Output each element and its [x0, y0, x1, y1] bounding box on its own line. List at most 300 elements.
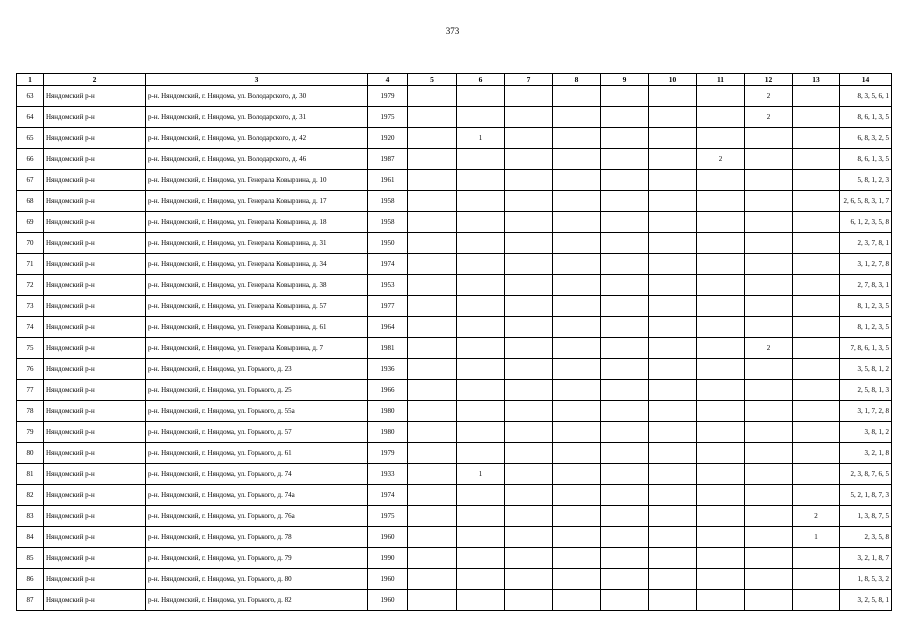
col14-cell: 1, 8, 5, 3, 2	[840, 569, 892, 590]
table-row	[17, 590, 892, 611]
col13-cell	[793, 107, 840, 128]
col14-cell: 8, 6, 1, 3, 5	[840, 107, 892, 128]
col6-cell	[457, 149, 505, 170]
col14-cell: 2, 7, 8, 3, 1	[840, 275, 892, 296]
housing-registry-table	[16, 73, 892, 611]
col8-cell	[553, 191, 601, 212]
col7-cell	[505, 149, 553, 170]
col8-cell	[553, 527, 601, 548]
col11-cell	[697, 212, 745, 233]
col12-cell	[745, 569, 793, 590]
col9-cell	[601, 401, 649, 422]
col11-cell	[697, 464, 745, 485]
col14-cell: 8, 1, 2, 3, 5	[840, 296, 892, 317]
col7-cell	[505, 317, 553, 338]
col10-cell	[649, 191, 697, 212]
col6-cell	[457, 359, 505, 380]
col10-cell	[649, 149, 697, 170]
col12-cell	[745, 590, 793, 611]
col9-cell	[601, 380, 649, 401]
col6-cell	[457, 86, 505, 107]
col7-cell	[505, 506, 553, 527]
col8-cell	[553, 359, 601, 380]
col5-cell	[408, 359, 457, 380]
address-cell: р-н. Няндомский, г. Няндома, ул. Горького, д. 78	[146, 527, 368, 548]
col7-cell	[505, 86, 553, 107]
column-header-13: 13	[793, 74, 840, 86]
district-cell: Няндомский р-н	[44, 86, 146, 107]
col12-cell	[745, 380, 793, 401]
col14-cell: 8, 3, 5, 6, 1	[840, 86, 892, 107]
address-cell: р-н. Няндомский, г. Няндома, ул. Генерала Ковырзина, д. 17	[146, 191, 368, 212]
col8-cell	[553, 233, 601, 254]
col7-cell	[505, 254, 553, 275]
row-number-cell: 74	[17, 317, 44, 338]
row-number-cell: 80	[17, 443, 44, 464]
year-cell: 1966	[368, 380, 408, 401]
col8-cell	[553, 86, 601, 107]
district-cell: Няндомский р-н	[44, 338, 146, 359]
col13-cell	[793, 233, 840, 254]
col5-cell	[408, 548, 457, 569]
district-cell: Няндомский р-н	[44, 422, 146, 443]
col13-cell	[793, 275, 840, 296]
address-cell: р-н. Няндомский, г. Няндома, ул. Генерала Ковырзина, д. 57	[146, 296, 368, 317]
col12-cell: 2	[745, 107, 793, 128]
col5-cell	[408, 338, 457, 359]
row-number-cell: 70	[17, 233, 44, 254]
col14-cell: 3, 1, 7, 2, 8	[840, 401, 892, 422]
col9-cell	[601, 86, 649, 107]
col5-cell	[408, 590, 457, 611]
column-header-4: 4	[368, 74, 408, 86]
col5-cell	[408, 527, 457, 548]
col13-cell	[793, 128, 840, 149]
col6-cell	[457, 212, 505, 233]
col14-cell: 3, 1, 2, 7, 8	[840, 254, 892, 275]
col13-cell	[793, 170, 840, 191]
col5-cell	[408, 212, 457, 233]
col12-cell	[745, 443, 793, 464]
col9-cell	[601, 506, 649, 527]
col12-cell	[745, 464, 793, 485]
col12-cell	[745, 212, 793, 233]
col12-cell: 2	[745, 86, 793, 107]
address-cell: р-н. Няндомский, г. Няндома, ул. Генерала Ковырзина, д. 38	[146, 275, 368, 296]
col6-cell	[457, 401, 505, 422]
col10-cell	[649, 548, 697, 569]
district-cell: Няндомский р-н	[44, 149, 146, 170]
col9-cell	[601, 548, 649, 569]
address-cell: р-н. Няндомский, г. Няндома, ул. Володарского, д. 30	[146, 86, 368, 107]
column-header-10: 10	[649, 74, 697, 86]
col13-cell: 2	[793, 506, 840, 527]
year-cell: 1977	[368, 296, 408, 317]
year-cell: 1933	[368, 464, 408, 485]
table-row	[17, 170, 892, 191]
col7-cell	[505, 191, 553, 212]
col8-cell	[553, 317, 601, 338]
col14-cell: 5, 2, 1, 8, 7, 3	[840, 485, 892, 506]
col7-cell	[505, 107, 553, 128]
col11-cell	[697, 527, 745, 548]
col9-cell	[601, 317, 649, 338]
col8-cell	[553, 548, 601, 569]
col9-cell	[601, 170, 649, 191]
col9-cell	[601, 275, 649, 296]
district-cell: Няндомский р-н	[44, 212, 146, 233]
col13-cell: 1	[793, 527, 840, 548]
col13-cell	[793, 464, 840, 485]
col9-cell	[601, 212, 649, 233]
year-cell: 1920	[368, 128, 408, 149]
col8-cell	[553, 149, 601, 170]
row-number-cell: 71	[17, 254, 44, 275]
col12-cell	[745, 233, 793, 254]
col10-cell	[649, 422, 697, 443]
col10-cell	[649, 107, 697, 128]
col11-cell	[697, 359, 745, 380]
col7-cell	[505, 296, 553, 317]
year-cell: 1953	[368, 275, 408, 296]
year-cell: 1974	[368, 254, 408, 275]
col13-cell	[793, 590, 840, 611]
col7-cell	[505, 233, 553, 254]
col13-cell	[793, 359, 840, 380]
col11-cell	[697, 233, 745, 254]
row-number-cell: 72	[17, 275, 44, 296]
col13-cell	[793, 296, 840, 317]
address-cell: р-н. Няндомский, г. Няндома, ул. Горького, д. 74а	[146, 485, 368, 506]
col12-cell	[745, 275, 793, 296]
col5-cell	[408, 422, 457, 443]
col9-cell	[601, 527, 649, 548]
col6-cell	[457, 590, 505, 611]
col11-cell: 2	[697, 149, 745, 170]
col10-cell	[649, 569, 697, 590]
col12-cell	[745, 506, 793, 527]
col6-cell	[457, 485, 505, 506]
col13-cell	[793, 380, 840, 401]
table-row	[17, 86, 892, 107]
col5-cell	[408, 254, 457, 275]
col7-cell	[505, 590, 553, 611]
col10-cell	[649, 401, 697, 422]
col14-cell: 8, 1, 2, 3, 5	[840, 317, 892, 338]
col9-cell	[601, 464, 649, 485]
column-header-2: 2	[44, 74, 146, 86]
year-cell: 1974	[368, 485, 408, 506]
district-cell: Няндомский р-н	[44, 233, 146, 254]
year-cell: 1936	[368, 359, 408, 380]
table-row	[17, 149, 892, 170]
col11-cell	[697, 275, 745, 296]
row-number-cell: 86	[17, 569, 44, 590]
row-number-cell: 81	[17, 464, 44, 485]
col10-cell	[649, 233, 697, 254]
col6-cell: 1	[457, 464, 505, 485]
col11-cell	[697, 443, 745, 464]
district-cell: Няндомский р-н	[44, 590, 146, 611]
year-cell: 1958	[368, 191, 408, 212]
col14-cell: 1, 3, 8, 7, 5	[840, 506, 892, 527]
col13-cell	[793, 548, 840, 569]
col5-cell	[408, 485, 457, 506]
col10-cell	[649, 170, 697, 191]
table-row	[17, 401, 892, 422]
table-row	[17, 233, 892, 254]
column-header-6: 6	[457, 74, 505, 86]
address-cell: р-н. Няндомский, г. Няндома, ул. Горького, д. 74	[146, 464, 368, 485]
col9-cell	[601, 485, 649, 506]
col10-cell	[649, 506, 697, 527]
col7-cell	[505, 548, 553, 569]
address-cell: р-н. Няндомский, г. Няндома, ул. Горького, д. 57	[146, 422, 368, 443]
year-cell: 1961	[368, 170, 408, 191]
col13-cell	[793, 401, 840, 422]
address-cell: р-н. Няндомский, г. Няндома, ул. Генерала Ковырзина, д. 34	[146, 254, 368, 275]
col14-cell: 3, 8, 1, 2	[840, 422, 892, 443]
address-cell: р-н. Няндомский, г. Няндома, ул. Горького, д. 79	[146, 548, 368, 569]
col14-cell: 2, 3, 7, 8, 1	[840, 233, 892, 254]
col12-cell	[745, 170, 793, 191]
col12-cell: 2	[745, 338, 793, 359]
col13-cell	[793, 86, 840, 107]
col11-cell	[697, 485, 745, 506]
row-number-cell: 65	[17, 128, 44, 149]
address-cell: р-н. Няндомский, г. Няндома, ул. Володарского, д. 42	[146, 128, 368, 149]
col12-cell	[745, 296, 793, 317]
col8-cell	[553, 401, 601, 422]
col7-cell	[505, 359, 553, 380]
col11-cell	[697, 548, 745, 569]
col12-cell	[745, 191, 793, 212]
year-cell: 1981	[368, 338, 408, 359]
col14-cell: 2, 6, 5, 8, 3, 1, 7	[840, 191, 892, 212]
col12-cell	[745, 317, 793, 338]
table-row	[17, 464, 892, 485]
column-header-9: 9	[601, 74, 649, 86]
col11-cell	[697, 506, 745, 527]
address-cell: р-н. Няндомский, г. Няндома, ул. Генерала Ковырзина, д. 18	[146, 212, 368, 233]
row-number-cell: 83	[17, 506, 44, 527]
table-row	[17, 569, 892, 590]
address-cell: р-н. Няндомский, г. Няндома, ул. Генерала Ковырзина, д. 31	[146, 233, 368, 254]
row-number-cell: 85	[17, 548, 44, 569]
table-row	[17, 380, 892, 401]
col10-cell	[649, 86, 697, 107]
address-cell: р-н. Няндомский, г. Няндома, ул. Горького, д. 76а	[146, 506, 368, 527]
year-cell: 1975	[368, 107, 408, 128]
col7-cell	[505, 443, 553, 464]
col6-cell	[457, 107, 505, 128]
col6-cell	[457, 527, 505, 548]
col5-cell	[408, 233, 457, 254]
table-body	[17, 86, 892, 611]
col6-cell	[457, 254, 505, 275]
col9-cell	[601, 254, 649, 275]
col8-cell	[553, 506, 601, 527]
col13-cell	[793, 191, 840, 212]
row-number-cell: 75	[17, 338, 44, 359]
table-row	[17, 548, 892, 569]
address-cell: р-н. Няндомский, г. Няндома, ул. Горького, д. 25	[146, 380, 368, 401]
col5-cell	[408, 296, 457, 317]
col12-cell	[745, 359, 793, 380]
col8-cell	[553, 464, 601, 485]
col7-cell	[505, 485, 553, 506]
year-cell: 1979	[368, 86, 408, 107]
col7-cell	[505, 212, 553, 233]
col5-cell	[408, 128, 457, 149]
row-number-cell: 66	[17, 149, 44, 170]
col6-cell	[457, 317, 505, 338]
col9-cell	[601, 338, 649, 359]
col14-cell: 3, 2, 1, 8	[840, 443, 892, 464]
row-number-cell: 76	[17, 359, 44, 380]
col14-cell: 7, 8, 6, 1, 3, 5	[840, 338, 892, 359]
row-number-cell: 84	[17, 527, 44, 548]
col7-cell	[505, 275, 553, 296]
col8-cell	[553, 170, 601, 191]
col8-cell	[553, 569, 601, 590]
col5-cell	[408, 170, 457, 191]
col8-cell	[553, 254, 601, 275]
col7-cell	[505, 422, 553, 443]
col9-cell	[601, 569, 649, 590]
col11-cell	[697, 338, 745, 359]
district-cell: Няндомский р-н	[44, 527, 146, 548]
col7-cell	[505, 569, 553, 590]
district-cell: Няндомский р-н	[44, 170, 146, 191]
year-cell: 1958	[368, 212, 408, 233]
col14-cell: 6, 1, 2, 3, 5, 8	[840, 212, 892, 233]
col10-cell	[649, 275, 697, 296]
district-cell: Няндомский р-н	[44, 485, 146, 506]
district-cell: Няндомский р-н	[44, 128, 146, 149]
col11-cell	[697, 317, 745, 338]
col11-cell	[697, 191, 745, 212]
row-number-cell: 63	[17, 86, 44, 107]
table-row	[17, 128, 892, 149]
col9-cell	[601, 296, 649, 317]
col9-cell	[601, 443, 649, 464]
col10-cell	[649, 317, 697, 338]
col11-cell	[697, 86, 745, 107]
row-number-cell: 87	[17, 590, 44, 611]
district-cell: Няндомский р-н	[44, 443, 146, 464]
col6-cell	[457, 191, 505, 212]
table-row	[17, 359, 892, 380]
table-row	[17, 275, 892, 296]
col11-cell	[697, 107, 745, 128]
col11-cell	[697, 380, 745, 401]
col11-cell	[697, 401, 745, 422]
row-number-cell: 64	[17, 107, 44, 128]
table-row	[17, 506, 892, 527]
table-row	[17, 191, 892, 212]
col13-cell	[793, 212, 840, 233]
col12-cell	[745, 422, 793, 443]
col5-cell	[408, 506, 457, 527]
year-cell: 1960	[368, 527, 408, 548]
col10-cell	[649, 380, 697, 401]
col13-cell	[793, 485, 840, 506]
col10-cell	[649, 485, 697, 506]
year-cell: 1964	[368, 317, 408, 338]
col10-cell	[649, 359, 697, 380]
col7-cell	[505, 380, 553, 401]
column-header-5: 5	[408, 74, 457, 86]
col9-cell	[601, 149, 649, 170]
address-cell: р-н. Няндомский, г. Няндома, ул. Горького, д. 55а	[146, 401, 368, 422]
col7-cell	[505, 338, 553, 359]
col11-cell	[697, 590, 745, 611]
district-cell: Няндомский р-н	[44, 569, 146, 590]
address-cell: р-н. Няндомский, г. Няндома, ул. Горького, д. 80	[146, 569, 368, 590]
col14-cell: 6, 8, 3, 2, 5	[840, 128, 892, 149]
col8-cell	[553, 422, 601, 443]
row-number-cell: 77	[17, 380, 44, 401]
col13-cell	[793, 149, 840, 170]
col5-cell	[408, 569, 457, 590]
year-cell: 1980	[368, 401, 408, 422]
column-header-7: 7	[505, 74, 553, 86]
column-header-1: 1	[17, 74, 44, 86]
col6-cell	[457, 443, 505, 464]
col8-cell	[553, 212, 601, 233]
col14-cell: 8, 6, 1, 3, 5	[840, 149, 892, 170]
col7-cell	[505, 401, 553, 422]
col10-cell	[649, 464, 697, 485]
district-cell: Няндомский р-н	[44, 254, 146, 275]
table-row	[17, 107, 892, 128]
col9-cell	[601, 590, 649, 611]
col8-cell	[553, 107, 601, 128]
address-cell: р-н. Няндомский, г. Няндома, ул. Генерала Ковырзина, д. 61	[146, 317, 368, 338]
table-row	[17, 296, 892, 317]
row-number-cell: 73	[17, 296, 44, 317]
col6-cell	[457, 233, 505, 254]
year-cell: 1960	[368, 590, 408, 611]
col12-cell	[745, 485, 793, 506]
col10-cell	[649, 443, 697, 464]
col6-cell	[457, 569, 505, 590]
col11-cell	[697, 569, 745, 590]
col8-cell	[553, 485, 601, 506]
column-header-14: 14	[840, 74, 892, 86]
col10-cell	[649, 590, 697, 611]
table-row	[17, 485, 892, 506]
column-header-11: 11	[697, 74, 745, 86]
address-cell: р-н. Няндомский, г. Няндома, ул. Володарского, д. 31	[146, 107, 368, 128]
table-header-row	[17, 74, 892, 86]
col6-cell	[457, 275, 505, 296]
district-cell: Няндомский р-н	[44, 506, 146, 527]
district-cell: Няндомский р-н	[44, 380, 146, 401]
col6-cell	[457, 506, 505, 527]
col13-cell	[793, 569, 840, 590]
year-cell: 1960	[368, 569, 408, 590]
col6-cell	[457, 170, 505, 191]
col14-cell: 2, 3, 8, 7, 6, 5	[840, 464, 892, 485]
table-row	[17, 254, 892, 275]
col12-cell	[745, 149, 793, 170]
col14-cell: 3, 2, 1, 8, 7	[840, 548, 892, 569]
col12-cell	[745, 401, 793, 422]
col5-cell	[408, 275, 457, 296]
table-row	[17, 212, 892, 233]
